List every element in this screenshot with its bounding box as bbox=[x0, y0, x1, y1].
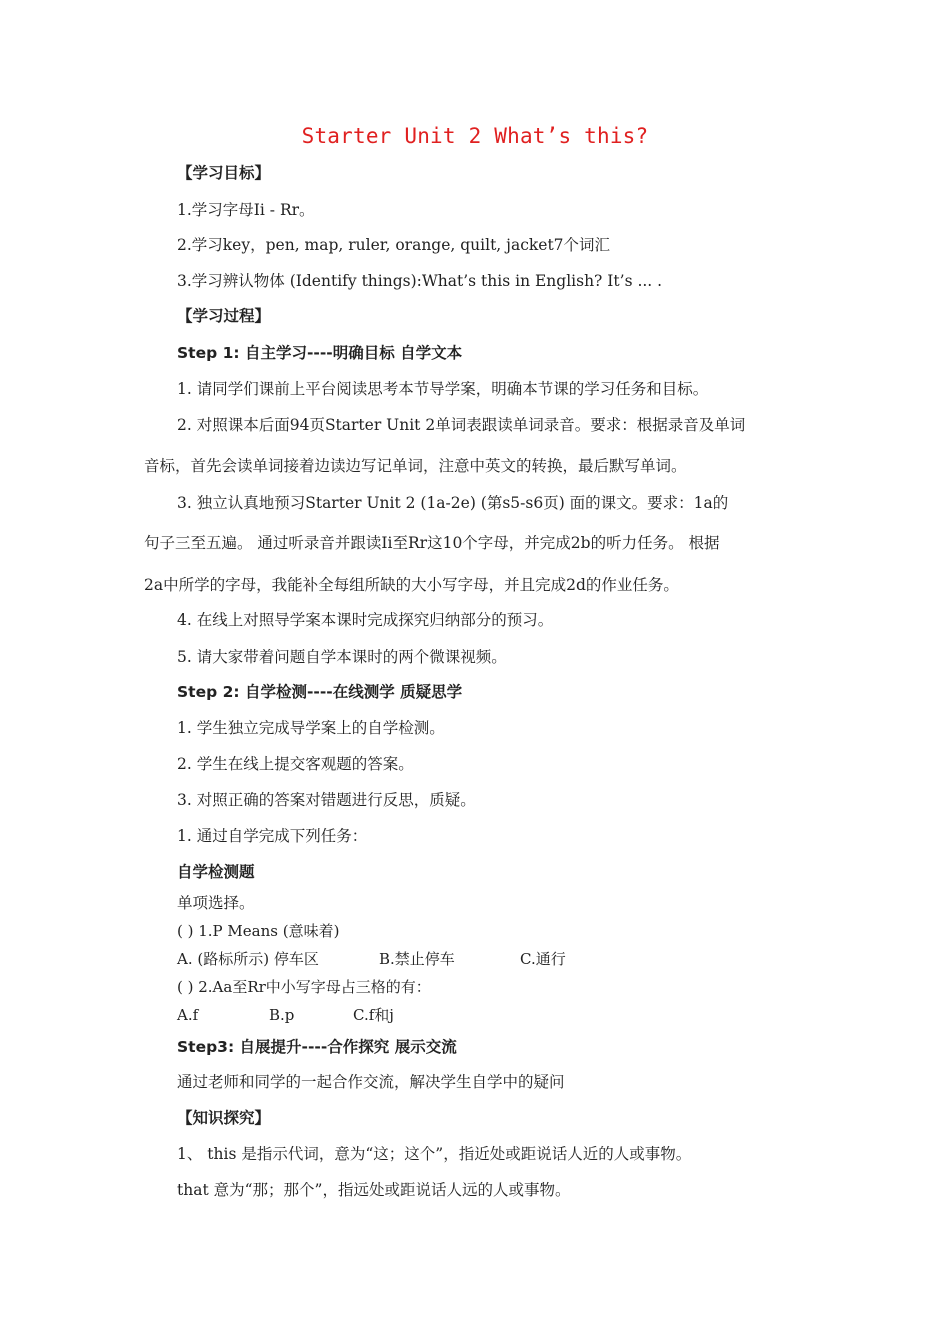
step2-item-2: 2. 学生在线上提交客观题的答案。 bbox=[177, 755, 414, 773]
step1-item-4: 4. 在线上对照导学案本课时完成探究归纳部分的预习。 bbox=[177, 611, 554, 629]
step2-heading: Step 2: 自学检测----在线测学 质疑思学 bbox=[177, 683, 463, 701]
quiz-type-label: 单项选择。 bbox=[177, 894, 255, 912]
step1-item-2: 2. 对照课本后面94页Starter Unit 2单词表跟读单词录音。要求：根据录音及单词 bbox=[177, 416, 746, 434]
step1-item-5: 5. 请大家带着问题自学本课时的两个微课视频。 bbox=[177, 648, 507, 666]
step3-heading: Step3: 自展提升----合作探究 展示交流 bbox=[177, 1038, 457, 1056]
goal-item-2: 2.学习key，pen, map, ruler, orange, quilt, jacket7个词汇 bbox=[177, 236, 611, 254]
page-title: Starter Unit 2 What’s this? bbox=[301, 124, 649, 148]
quiz-q2-option-a: A.f bbox=[177, 1006, 199, 1024]
step1-item-1: 1. 请同学们课前上平台阅读思考本节导学案，明确本节课的学习任务和目标。 bbox=[177, 380, 709, 398]
goal-item-3: 3.学习辨认物体 (Identify things):What’s this in English? It’s ... . bbox=[177, 272, 663, 290]
step2-item-1: 1. 学生独立完成导学案上的自学检测。 bbox=[177, 719, 445, 737]
step2-item-3: 3. 对照正确的答案对错题进行反思，质疑。 bbox=[177, 791, 476, 809]
quiz-q1-option-c: C.通行 bbox=[520, 950, 566, 968]
step2-item-4: 1. 通过自学完成下列任务： bbox=[177, 827, 368, 845]
quiz-q1-option-a: A. (路标所示) 停车区 bbox=[177, 950, 319, 968]
step1-item-3-cont-2: 2a中所学的字母，我能补全每组所缺的大小写字母，并且完成2d的作业任务。 bbox=[144, 576, 679, 594]
step1-item-2-cont: 音标，首先会读单词接着边读边写记单词，注意中英文的转换，最后默写单词。 bbox=[144, 457, 687, 475]
step3-text: 通过老师和同学的一起合作交流，解决学生自学中的疑问 bbox=[177, 1073, 565, 1091]
step1-item-3: 3. 独立认真地预习Starter Unit 2 (1a-2e) (第s5-s6页) 面的课文。要求：1a的 bbox=[177, 494, 729, 512]
goals-header: 【学习目标】 bbox=[177, 164, 271, 182]
process-header: 【学习过程】 bbox=[177, 307, 271, 325]
quiz-q2-option-b: B.p bbox=[269, 1006, 295, 1024]
knowledge-header: 【知识探究】 bbox=[177, 1109, 271, 1127]
knowledge-item-2: that 意为“那；那个”，指远处或距说话人远的人或事物。 bbox=[177, 1181, 571, 1199]
quiz-question-2: ( ) 2.Aa至Rr中小写字母占三格的有： bbox=[177, 978, 431, 996]
quiz-heading: 自学检测题 bbox=[177, 863, 255, 881]
quiz-question-1: ( ) 1.P Means (意味着) bbox=[177, 922, 340, 940]
knowledge-item-1: 1、 this 是指示代词，意为“这；这个”，指近处或距说话人近的人或事物。 bbox=[177, 1145, 692, 1163]
step1-heading: Step 1: 自主学习----明确目标 自学文本 bbox=[177, 344, 463, 362]
goal-item-1: 1.学习字母Ii - Rr。 bbox=[177, 201, 315, 219]
quiz-q2-option-c: C.f和j bbox=[353, 1006, 394, 1024]
step1-item-3-cont-1: 句子三至五遍。 通过听录音并跟读Ii至Rr这10个字母，并完成2b的听力任务。 根据 bbox=[144, 534, 720, 552]
quiz-q1-option-b: B.禁止停车 bbox=[379, 950, 455, 968]
